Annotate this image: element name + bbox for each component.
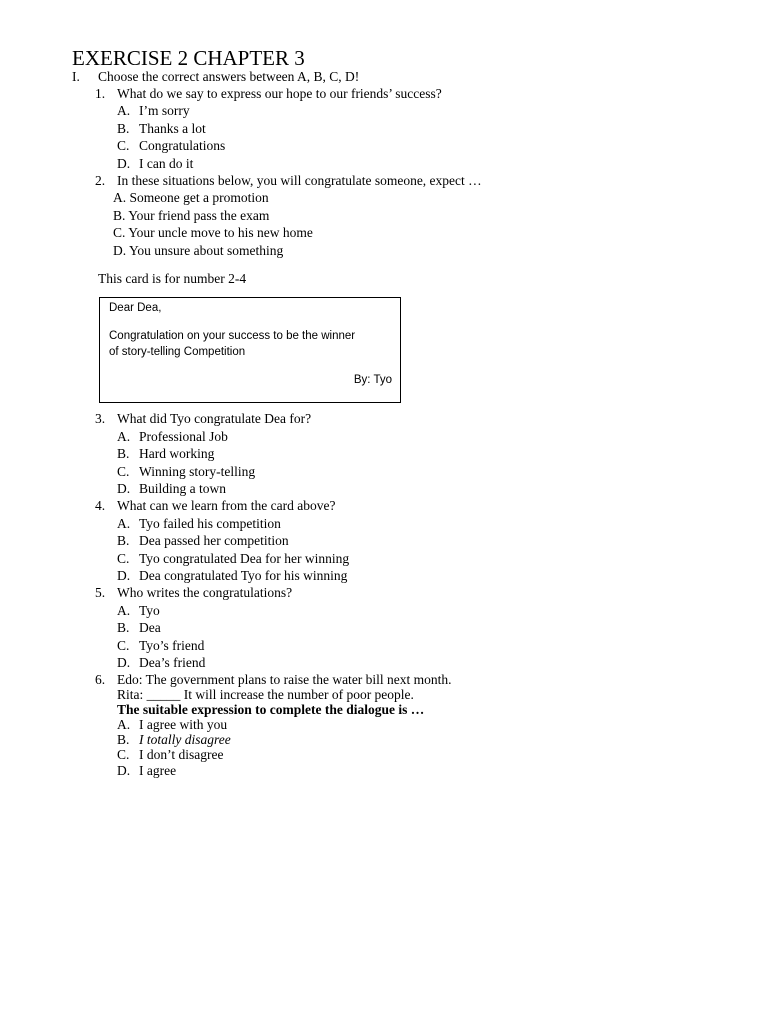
q5-option-b-letter: B. <box>117 620 130 635</box>
q4-option-c-letter: C. <box>117 551 130 566</box>
q6-option-d-letter: D. <box>117 763 131 778</box>
q4-option-b-letter: B. <box>117 533 130 548</box>
question-2-text: In these situations below, you will congratulate someone, expect … <box>117 173 482 188</box>
question-4-text: What can we learn from the card above? <box>117 498 336 513</box>
q6-option-a-letter: A. <box>117 717 131 732</box>
q4-option-d: Dea congratulated Tyo for his winning <box>139 568 348 583</box>
q2-option-d: D. You unsure about something <box>113 243 284 258</box>
q2-option-a: A. Someone get a promotion <box>113 190 269 205</box>
q6-option-a: I agree with you <box>139 717 228 732</box>
question-6-dialogue-edo: Edo: The government plans to raise the water bill next month. <box>117 672 452 687</box>
q3-option-a-letter: A. <box>117 429 131 444</box>
q5-option-d-letter: D. <box>117 655 131 670</box>
q5-option-a-letter: A. <box>117 603 131 618</box>
q6-option-c-letter: C. <box>117 747 130 762</box>
question-3-number: 3. <box>95 411 106 426</box>
card-signature: By: Tyo <box>353 374 392 386</box>
question-1-number: 1. <box>95 86 106 101</box>
q6-option-c: I don’t disagree <box>139 747 224 762</box>
q5-option-c: Tyo’s friend <box>139 638 205 653</box>
q3-option-c-letter: C. <box>117 464 130 479</box>
question-6-number: 6. <box>95 672 106 687</box>
q4-option-c: Tyo congratulated Dea for her winning <box>139 551 350 566</box>
q3-option-b-letter: B. <box>117 446 130 461</box>
q6-option-b: I totally disagree <box>139 732 231 747</box>
q1-option-d: I can do it <box>139 156 194 171</box>
q1-option-d-letter: D. <box>117 156 131 171</box>
card-message-line-1: Congratulation on your success to be the winner <box>109 330 356 342</box>
card-message-line-2: of story-telling Competition <box>109 346 246 358</box>
card-intro: This card is for number 2-4 <box>98 271 247 286</box>
congratulation-card <box>99 297 401 403</box>
q3-option-d: Building a town <box>139 481 226 496</box>
q4-option-d-letter: D. <box>117 568 131 583</box>
question-2-number: 2. <box>95 173 106 188</box>
question-5-text: Who writes the congratulations? <box>117 585 293 600</box>
card-greeting: Dear Dea, <box>109 302 162 314</box>
q2-option-c: C. Your uncle move to his new home <box>113 225 313 240</box>
page-title: EXERCISE 2 CHAPTER 3 <box>72 46 305 70</box>
question-5-number: 5. <box>95 585 106 600</box>
q1-option-a: I’m sorry <box>139 103 190 118</box>
question-1-text: What do we say to express our hope to our friends’ success? <box>117 86 442 101</box>
q2-option-b: B. Your friend pass the exam <box>113 208 270 223</box>
question-4-number: 4. <box>95 498 106 513</box>
q3-option-c: Winning story-telling <box>139 464 256 479</box>
q3-option-b: Hard working <box>139 446 215 461</box>
q6-option-b-letter: B. <box>117 732 130 747</box>
q1-option-c-letter: C. <box>117 138 130 153</box>
q5-option-d: Dea’s friend <box>139 655 206 670</box>
q3-option-a: Professional Job <box>139 429 228 444</box>
q4-option-b: Dea passed her competition <box>139 533 289 548</box>
q5-option-c-letter: C. <box>117 638 130 653</box>
q1-option-a-letter: A. <box>117 103 131 118</box>
q1-option-b-letter: B. <box>117 121 130 136</box>
q4-option-a: Tyo failed his competition <box>139 516 281 531</box>
q1-option-b: Thanks a lot <box>139 121 206 136</box>
q6-option-d: I agree <box>139 763 177 778</box>
section-instruction: Choose the correct answers between A, B, C, D! <box>98 69 360 84</box>
section-number: I. <box>72 69 80 84</box>
question-3-text: What did Tyo congratulate Dea for? <box>117 411 312 426</box>
question-6-prompt: The suitable expression to complete the dialogue is … <box>117 702 425 717</box>
q3-option-d-letter: D. <box>117 481 131 496</box>
q1-option-c: Congratulations <box>139 138 226 153</box>
q4-option-a-letter: A. <box>117 516 131 531</box>
q5-option-a: Tyo <box>139 603 160 618</box>
q5-option-b: Dea <box>139 620 161 635</box>
question-6-dialogue-rita: Rita: _____ It will increase the number of poor people. <box>117 687 414 702</box>
